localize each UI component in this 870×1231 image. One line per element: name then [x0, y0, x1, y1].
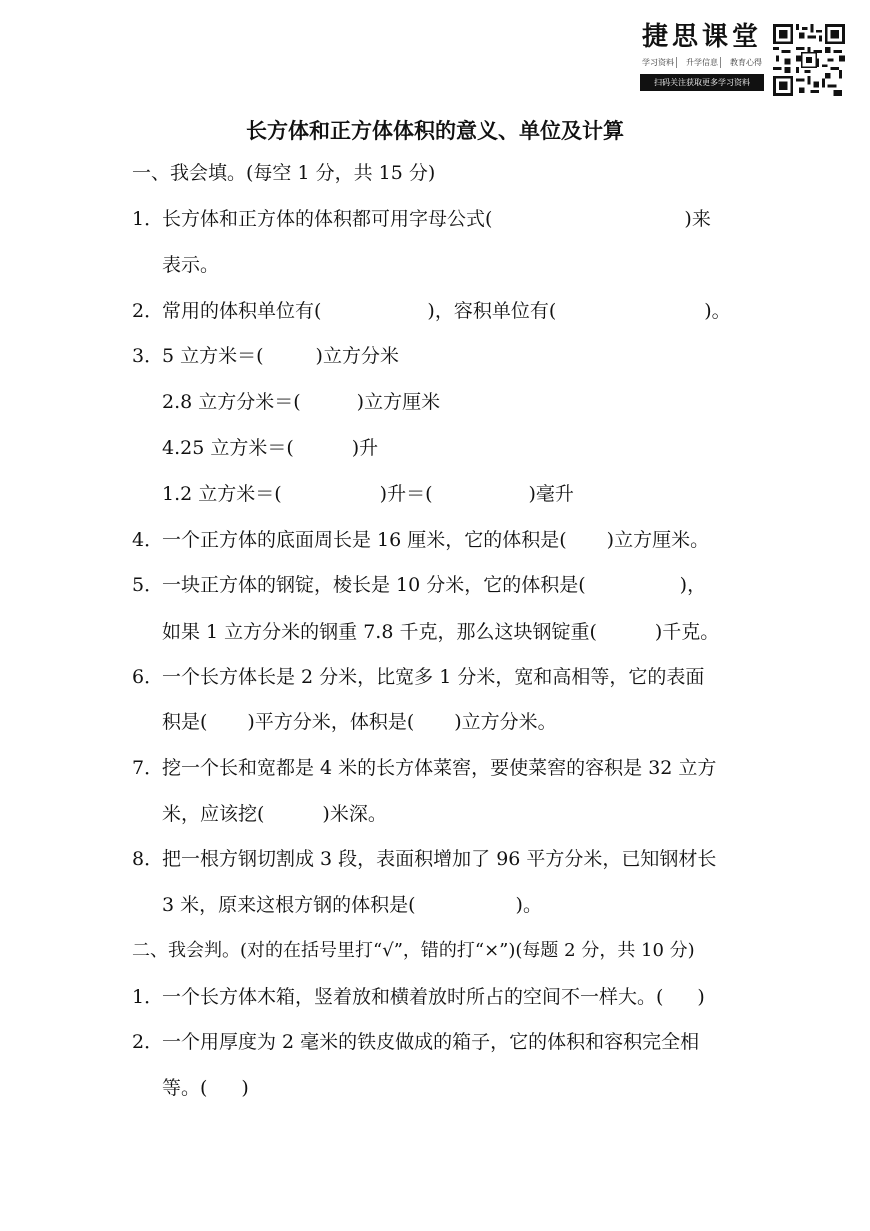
brand-block	[640, 22, 764, 91]
question-8-cont	[162, 892, 542, 918]
question-text: )毫升	[528, 483, 574, 505]
question-4	[132, 527, 709, 553]
question-1	[132, 206, 711, 232]
question-number: 1．	[132, 986, 164, 1008]
question-text: 长方体和正方体的体积都可用字母公式(	[162, 208, 493, 230]
question-6	[132, 664, 704, 690]
question-7	[132, 755, 716, 781]
question-text: 如果 1 立方分米的钢重 7.8 千克，那么这块钢锭重(	[162, 621, 597, 643]
question-5-cont	[162, 619, 719, 645]
question-number: 5．	[132, 574, 164, 596]
question-text: )立方分米。	[454, 711, 557, 733]
brand-tag: 学习资料	[640, 57, 677, 68]
section-heading: 二、我会判。(对的在括号里打“√”，错的打“×”)(每题 2 分，共 10 分)	[132, 940, 695, 961]
question-text: )	[697, 986, 705, 1008]
question-text: )立方厘米。	[606, 529, 710, 551]
question-text: 积是(	[162, 711, 208, 733]
question-text: 米，应该挖(	[162, 803, 265, 825]
question-text: )升＝(	[379, 483, 433, 505]
question-text: 3 米，原来这根方钢的体积是(	[162, 894, 416, 916]
question-text: )来	[684, 208, 711, 230]
question-text: 把一根方钢切割成 3 段，表面积增加了 96 平方分米，已知钢材长	[162, 848, 717, 870]
question-3	[132, 343, 399, 369]
question-text: )。	[515, 894, 542, 916]
brand-name: 捷思课堂	[641, 22, 762, 52]
question-text: 2.8 立方分米＝(	[162, 391, 301, 413]
question-1-cont: 表示。	[162, 254, 220, 276]
question-number: 4．	[132, 529, 164, 551]
question-number: 7．	[132, 757, 164, 779]
question-text: )千克。	[654, 621, 720, 643]
question-number: 6．	[132, 666, 164, 688]
question-text: 一个长方体木箱，竖着放和横着放时所占的空间不一样大。(	[162, 986, 664, 1008]
judge-question-2-cont	[162, 1075, 249, 1101]
question-number: 2．	[132, 1031, 164, 1053]
question-5	[132, 572, 706, 598]
question-number: 3．	[132, 345, 164, 367]
question-3-line-3	[162, 435, 378, 461]
question-text: )。	[704, 300, 731, 322]
question-text: )，容积单位有(	[427, 300, 557, 322]
question-text: )米深。	[322, 803, 387, 825]
question-number: 8．	[132, 848, 164, 870]
question-text: 一个长方体长是 2 分米，比宽多 1 分米，宽和高相等，它的表面	[162, 666, 705, 688]
question-text: 4.25 立方米＝(	[162, 437, 294, 459]
question-text: 一个正方体的底面周长是 16 厘米，它的体积是(	[162, 529, 567, 551]
question-8	[132, 846, 716, 872]
question-text: 一块正方体的钢锭，棱长是 10 分米，它的体积是(	[162, 574, 586, 596]
question-text: )平方分米，体积是(	[247, 711, 415, 733]
question-text: )立方厘米	[356, 391, 441, 413]
brand-tag: 升学信息	[684, 57, 721, 68]
question-7-cont	[162, 801, 387, 827]
question-text: 挖一个长和宽都是 4 米的长方体菜窖，要使菜窖的容积是 32 立方	[162, 757, 717, 779]
question-2	[132, 298, 731, 324]
brand-bar: 扫码关注获取更多学习资料	[640, 74, 764, 91]
question-3-line-4	[162, 481, 574, 507]
qr-code-icon[interactable]	[773, 24, 845, 96]
question-text: 常用的体积单位有(	[162, 300, 322, 322]
question-3-line-2	[162, 389, 440, 415]
question-number: 2．	[132, 300, 164, 322]
question-text: )立方分米	[315, 345, 399, 367]
question-number: 1．	[132, 208, 164, 230]
section-heading: 一、我会填。(每空 1 分，共 15 分)	[132, 162, 436, 184]
brand-tag: 教育心得	[730, 58, 762, 67]
question-text: )升	[351, 437, 379, 459]
question-text: 1.2 立方米＝(	[162, 483, 282, 505]
judge-question-2	[132, 1029, 699, 1055]
brand-tags	[640, 57, 764, 68]
page-title: 长方体和正方体体积的意义、单位及计算	[246, 119, 624, 143]
question-text: )，	[679, 574, 707, 596]
question-text: 等。(	[162, 1077, 208, 1099]
judge-question-1	[132, 984, 705, 1010]
question-6-cont	[162, 709, 557, 735]
question-text: 一个用厚度为 2 毫米的铁皮做成的箱子，它的体积和容积完全相	[162, 1031, 700, 1053]
question-text: 5 立方米＝(	[162, 345, 264, 367]
question-text: )	[241, 1077, 249, 1099]
